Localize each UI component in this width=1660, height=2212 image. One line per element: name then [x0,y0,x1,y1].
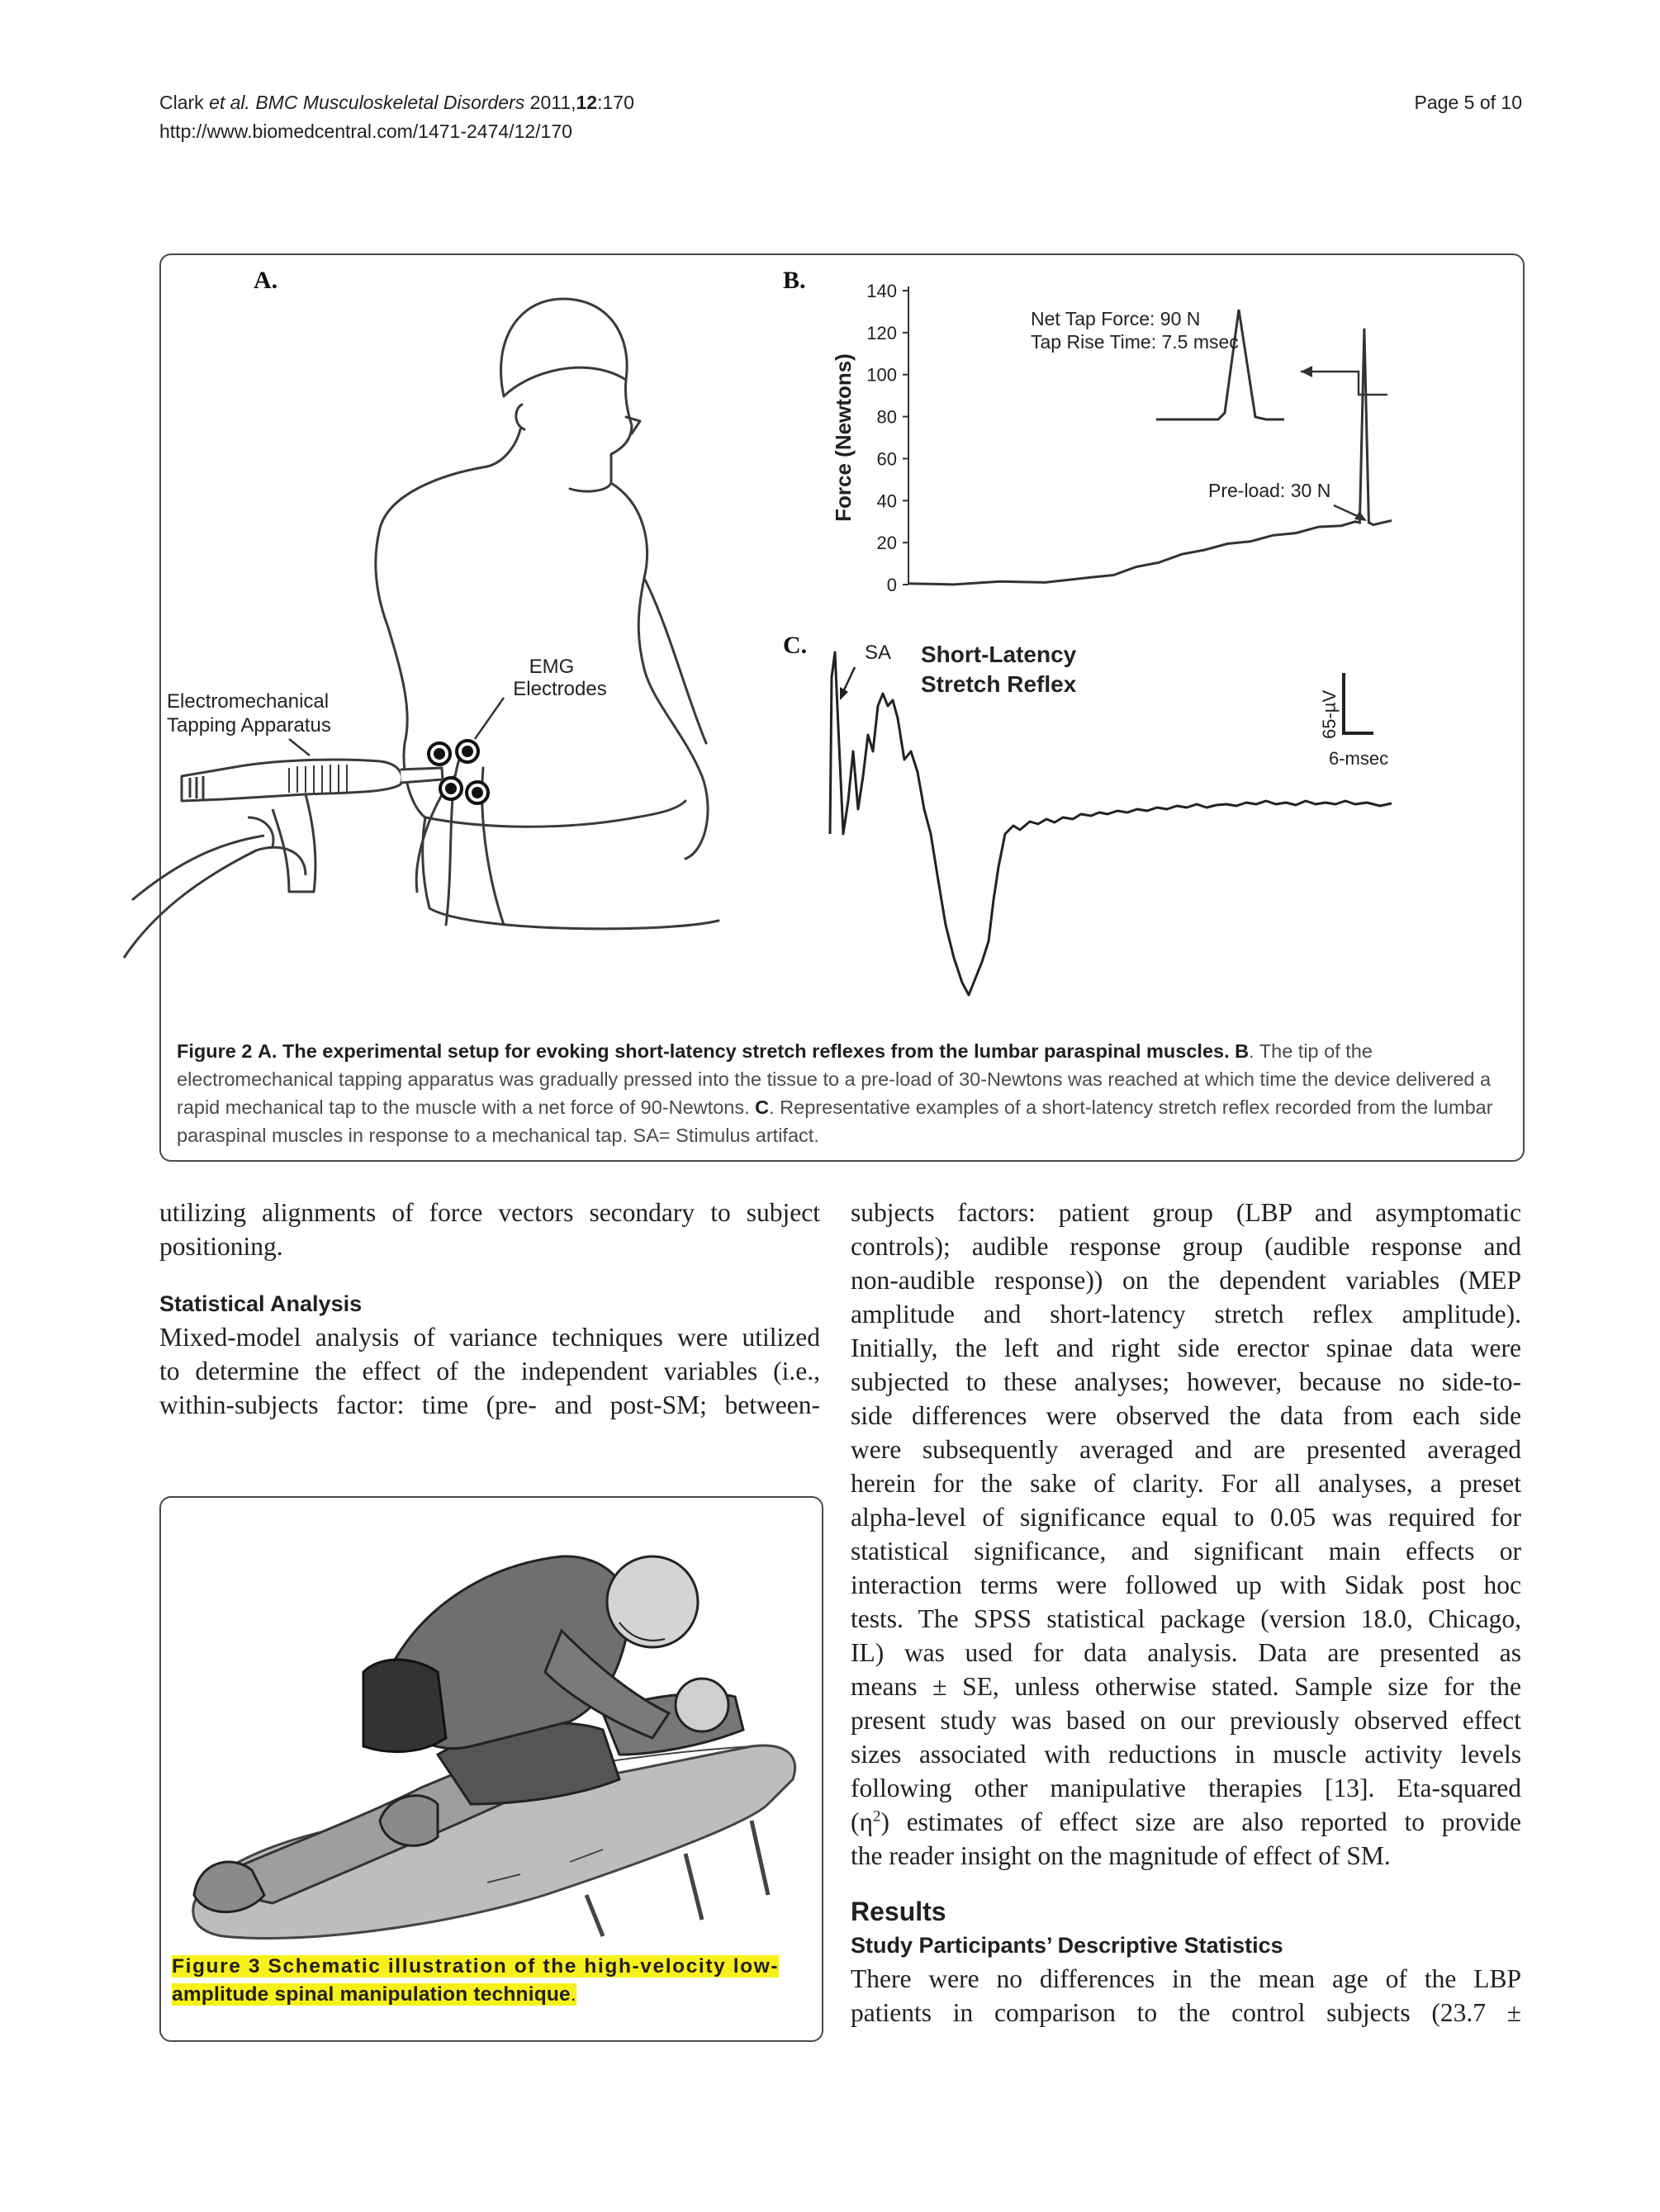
header-url[interactable]: http://www.biomedcentral.com/1471-2474/12/170 [159,121,572,142]
subject-shoulder [611,483,708,859]
fig2-caption-bold: A. The experimental setup for evoking short-latency stretch reflexes from the lumbar paraspinal muscles [257,1040,1225,1062]
right-line: herein for the sake of clarity. For all analyses, a preset [851,1469,1521,1498]
eta-sup: 2 [872,1807,881,1826]
subject-waistband [425,801,685,827]
right-line: the reader insight on the magnitude of effect of SM. [851,1841,1391,1870]
right-line: subjects factors: patient group (LBP and asymptomatic [851,1198,1521,1227]
right-line: present study was based on our previously observed effect [851,1706,1521,1735]
panel-a-letter: A. [254,267,278,294]
header-issue: :170 [597,92,634,113]
panel-b-tick-label: 20 [876,533,897,554]
panel-c-title-1: Short-Latency [921,642,1077,667]
subject-neck [487,429,520,467]
results-line: patients in comparison to the control subjects (23.7 ± [851,1998,1521,2027]
left-line: within-subjects factor: time (pre- and post-SM; between- [159,1390,820,1419]
right-line: were subsequently averaged and are presented averaged [851,1435,1521,1464]
panel-b-force-chart [822,272,1449,603]
right-line: IL) was used for data analysis. Data are presented as [851,1638,1521,1667]
fig3-caption-label: Figure 3 [172,1955,262,1978]
left-line: to determine the effect of the independent variables (i.e., [159,1357,820,1385]
practitioner-head [607,1556,698,1647]
left-line: Mixed-model analysis of variance techniques were utilized [159,1323,820,1352]
header-etal: et al. [209,92,250,113]
header-year: 2011, [529,92,576,113]
header-volume: 12 [576,92,598,113]
panel-c-emg-trace [830,652,1392,995]
left-column-top [159,1196,820,1422]
right-line: interaction terms were followed up with Sidak post hoc [851,1570,1521,1599]
running-header [159,89,634,116]
panel-c-scale-ms: 6-msec [1329,748,1389,769]
right-line: statistical significance, and significant main effects or [851,1537,1521,1565]
right-line: side differences were observed the data from each side [851,1401,1521,1430]
fig2-caption-text2: . Representative examples of a short-latency stretch reflex recorded from the lumbar paraspinal muscles in response to a mechanical tap. SA= Stimulus artifact. [177,1097,1493,1146]
panel-c-scale-uv: 65-µV [1319,689,1340,739]
panel-b-tick-label: 60 [876,448,897,470]
fig2-caption-c: C [755,1097,770,1118]
fig2-caption-b: B [1235,1040,1250,1062]
header-authors: Clark [159,92,204,113]
panel-c-reflex-chart [822,628,1449,1016]
right-line: sizes associated with reductions in muscle activity levels [851,1740,1521,1769]
panel-b-force-trace [908,329,1392,585]
panel-b-tick-label: 120 [866,322,897,343]
panel-b-tick-label: 40 [876,490,897,512]
panel-b-inset-arrow [1301,372,1387,395]
patient-head [676,1679,728,1731]
figure-3-caption: Figure 3 Schematic illustration of the high-velocity low- amplitude spinal manipulation technique. [172,1955,780,2006]
right-line: non-audible response)) on the dependent variables (MEP [851,1266,1521,1295]
right-line: alpha-level of significance equal to 0.05 was required for [851,1503,1521,1532]
results-line: There were no differences in the mean age of the LBP [851,1964,1521,1993]
subject-arm [644,578,706,743]
panel-c-letter: C. [783,632,808,659]
figure-3-illustration [173,1507,809,1944]
panel-b-net-tap: Net Tap Force: 90 N [1031,308,1201,329]
panel-c-title-2: Stretch Reflex [921,671,1077,697]
right-line: amplitude and short-latency stretch reflex amplitude). [851,1300,1521,1329]
panel-c-scale-bar [1344,673,1373,733]
right-line: Initially, the left and right side erector spinae data were [851,1333,1521,1362]
left-line: utilizing alignments of force vectors secondary to subject [159,1198,820,1227]
eta-line [851,1805,1521,1839]
figure-2-caption: Figure 2 A. The experimental setup for evoking short-latency stretch reflexes from the lumbar paraspinal muscles. B. The tip of the electromechanical tapping apparatus was gradually pressed into the tissue to a pre-load of 30-Newtons was reached at which time the device delivered a rapid mechanical tap to the muscle with a net force of 90-Newtons. C. Representative examples of a short-latency stretch reflex recorded from the lumbar paraspinal muscles in response to a mechanical tap. SA= Stimulus artifact. [177,1040,1493,1146]
fig3-caption-line1: Schematic illustration of the high-velocity low- [268,1955,780,1978]
left-line: positioning. [159,1232,283,1261]
label-emg: EMG [529,656,575,678]
right-line: controls); audible response group (audible response and [851,1232,1521,1261]
practitioner-shorts [363,1660,446,1752]
panel-b-ylabel: Force (Newtons) [831,353,856,522]
fig2-caption-label: Figure 2 [177,1040,253,1062]
eta-line-b: ) estimates of effect size are also reported to provide [880,1807,1521,1836]
subject-cap-line [504,367,626,396]
study-participants-heading: Study Participants’ Descriptive Statistics [851,1933,1283,1958]
right-column [851,1196,1521,2030]
panel-b-tick-label: 140 [866,281,897,301]
fig3-caption-line2: amplitude spinal manipulation technique [172,1983,571,2006]
panel-b-tick-label: 80 [876,406,897,428]
subject-head [501,299,632,491]
statistical-analysis-heading: Statistical Analysis [159,1291,363,1316]
eta-line-a: (η [851,1807,873,1836]
panel-b-preload: Pre-load: 30 N [1208,480,1331,501]
right-line: means ± SE, unless otherwise stated. Sample size for the [851,1672,1521,1701]
label-tapping-apparatus: Tapping Apparatus [167,714,331,737]
right-line: following other manipulative therapies [13]. Eta-squared [851,1774,1521,1802]
panel-a-illustration [167,281,801,966]
panel-b-tick-label: 0 [886,575,897,595]
label-electrodes: Electrodes [513,678,607,700]
panel-b-rise-time: Tap Rise Time: 7.5 msec [1031,331,1239,353]
header-page-number: Page 5 of 10 [1414,92,1522,113]
subject-ear [516,405,524,429]
results-heading: Results [851,1897,946,1926]
right-line: tests. The SPSS statistical package (version 18.0, Chicago, [851,1604,1521,1633]
label-electromechanical: Electromechanical [167,690,330,713]
right-line: subjected to these analyses; however, because no side-to- [851,1367,1521,1396]
panel-b-tick-label: 100 [866,364,897,386]
header-journal: BMC Musculoskeletal Disorders [255,92,525,113]
panel-c-sa-label: SA [865,642,892,664]
panel-b-letter: B. [783,267,806,294]
fig2-caption-text1: . The tip of the electromechanical tapping apparatus was gradually pressed into the tissue to a pre-load of 30-Newtons was reached at which time the device delivered a rapid mechanical tap to the muscle with a net force of 90-Newtons. [177,1040,1492,1118]
